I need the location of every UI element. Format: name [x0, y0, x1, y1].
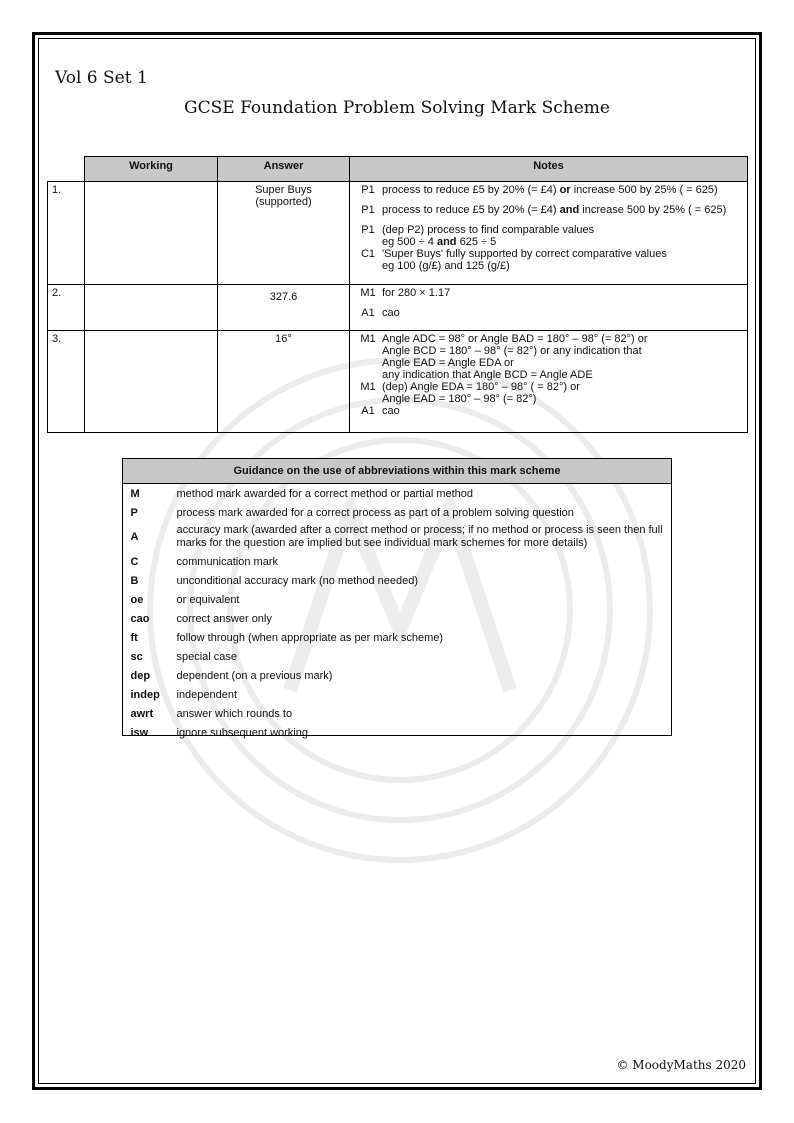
- mark-code: M1: [360, 287, 376, 299]
- list-item: [123, 484, 672, 504]
- list-item: [123, 552, 672, 571]
- note-item: [354, 381, 743, 405]
- note-text: cao: [382, 307, 400, 319]
- answer-cell: [218, 182, 350, 285]
- abbreviation-meaning: special case: [176, 650, 238, 663]
- note-text: (dep) Angle EDA = 180° – 98° ( = 82°) or Angle EAD = 180° – 98° (= 82°): [382, 381, 580, 405]
- abbreviation: dep: [130, 669, 151, 682]
- abbreviation-meaning: dependent (on a previous mark): [176, 669, 333, 682]
- abbreviation: indep: [130, 688, 160, 701]
- working-cell: [85, 331, 218, 433]
- volume-label: Vol 6 Set 1: [55, 68, 148, 88]
- abbreviation-meaning: independent: [176, 688, 238, 701]
- mark-code: A1: [361, 307, 375, 319]
- mark-code: P1: [361, 184, 375, 196]
- mark-code: A1: [361, 405, 375, 417]
- answer-text: 327.6: [269, 291, 298, 303]
- list-item: [123, 522, 672, 552]
- abbreviation-meaning: or equivalent: [176, 593, 240, 606]
- abbreviation: awrt: [130, 707, 154, 720]
- mark-code: P1: [361, 224, 375, 236]
- answer-text: Super Buys: [255, 184, 312, 196]
- note-text: (dep P2) process to find comparable values eg 500 ÷ 4 and 625 ÷ 5: [382, 224, 595, 248]
- mark-code: M1: [360, 333, 376, 345]
- note-text: process to reduce £5 by 20% (= £4) and increase 500 by 25% ( = 625): [382, 204, 727, 216]
- abbreviation: A: [130, 531, 139, 543]
- abbreviation: cao: [130, 612, 150, 625]
- list-item: [123, 685, 672, 704]
- table-row: [48, 285, 748, 331]
- abbreviation-meaning: correct answer only: [176, 612, 272, 625]
- list-item: [123, 628, 672, 647]
- note-item: [354, 224, 743, 248]
- abbreviation-meaning: method mark awarded for a correct method or partial method: [176, 487, 474, 500]
- abbreviation: M: [130, 487, 140, 500]
- note-item: [354, 287, 743, 299]
- answer-subtext: (supported): [255, 196, 312, 208]
- answer-text: 16°: [275, 333, 292, 345]
- list-item: [123, 503, 672, 522]
- list-item: [123, 704, 672, 723]
- working-cell: [85, 285, 218, 331]
- notes-cell: [350, 182, 748, 285]
- guidance-table: [122, 458, 672, 742]
- list-item: [123, 723, 672, 742]
- note-item: [354, 184, 743, 196]
- list-item: [123, 609, 672, 628]
- mark-code: C1: [360, 248, 376, 260]
- page-title: GCSE Foundation Problem Solving Mark Scheme: [184, 98, 610, 118]
- abbreviation: C: [130, 555, 139, 568]
- abbreviation: oe: [130, 593, 144, 606]
- header-notes: Notes: [350, 157, 748, 182]
- mark-scheme-header-row: [48, 157, 748, 182]
- copyright-footer: © MoodyMaths 2020: [616, 1058, 746, 1072]
- answer-cell: [218, 331, 350, 433]
- note-item: [354, 204, 743, 216]
- table-row: [48, 331, 748, 433]
- list-item: [123, 590, 672, 609]
- header-answer: Answer: [218, 157, 350, 182]
- notes-cell: [350, 285, 748, 331]
- abbreviation: sc: [130, 650, 143, 663]
- abbreviation-meaning: process mark awarded for a correct process as part of a problem solving question: [176, 506, 574, 519]
- abbreviation: B: [130, 574, 139, 587]
- question-number: 2.: [48, 285, 85, 331]
- answer-cell: [218, 285, 350, 331]
- note-text: 'Super Buys' fully supported by correct comparative values eg 100 (g/£) and 125 (g/£): [382, 248, 667, 272]
- header-working: Working: [85, 157, 218, 182]
- abbreviation: ft: [130, 631, 138, 644]
- abbreviation-meaning: ignore subsequent working: [176, 726, 308, 739]
- mark-scheme-table: [47, 156, 748, 433]
- note-item: [354, 307, 743, 319]
- guidance-title: Guidance on the use of abbreviations within this mark scheme: [123, 459, 672, 484]
- note-text: cao: [382, 405, 400, 417]
- note-text: Angle ADC = 98° or Angle BAD = 180° – 98° (= 82°) or Angle BCD = 180° – 98° (= 82°) or any indication that Angle EAD = Angle EDA or any indication that Angle BCD = Angle ADE: [382, 333, 648, 381]
- note-text: process to reduce £5 by 20% (= £4) or increase 500 by 25% ( = 625): [382, 184, 718, 196]
- question-number: 3.: [48, 331, 85, 433]
- list-item: [123, 647, 672, 666]
- abbreviation: isw: [130, 726, 149, 739]
- note-item: [354, 248, 743, 272]
- abbreviation: P: [130, 506, 138, 519]
- list-item: [123, 571, 672, 590]
- list-item: [123, 666, 672, 685]
- abbreviation-meaning: answer which rounds to: [176, 707, 293, 720]
- mark-code: M1: [360, 381, 376, 393]
- abbreviation-meaning: unconditional accuracy mark (no method needed): [176, 574, 419, 587]
- abbreviation-meaning: communication mark: [176, 555, 278, 568]
- note-text: for 280 × 1.17: [382, 287, 451, 299]
- question-number: 1.: [48, 182, 85, 285]
- working-cell: [85, 182, 218, 285]
- note-item: [354, 333, 743, 381]
- abbreviation-meaning: follow through (when appropriate as per mark scheme): [176, 631, 444, 644]
- mark-code: P1: [361, 204, 375, 216]
- notes-cell: [350, 331, 748, 433]
- header-blank-cell: [48, 157, 85, 182]
- table-row: [48, 182, 748, 285]
- abbreviation-meaning: accuracy mark (awarded after a correct method or process; if no method or process is seen then full marks for the question are implied but see individual mark schemes for more details): [176, 524, 663, 549]
- note-item: [354, 405, 743, 417]
